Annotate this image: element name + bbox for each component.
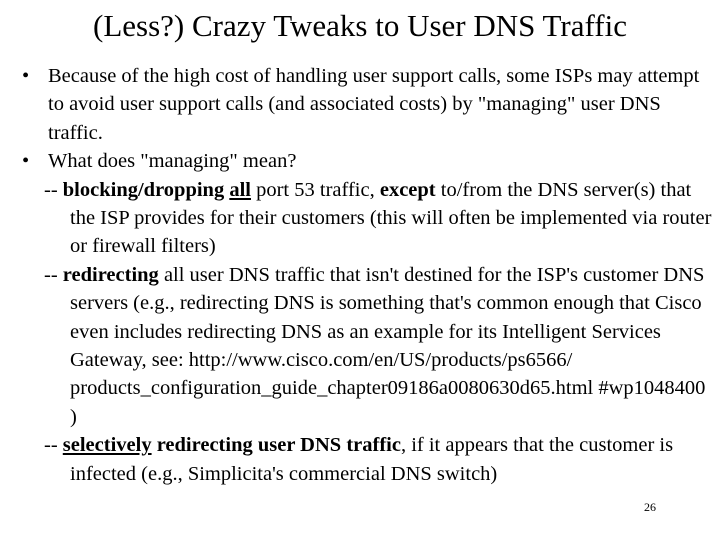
sub-item-prefix: -- (44, 178, 63, 201)
emphasis-text: blocking/dropping (62, 178, 225, 201)
emphasis-text: redirecting user DNS traffic (151, 434, 401, 457)
sub-item-text: , if it appears that the customer is infected (e.g., Simplicita's commercial DNS switch) (70, 434, 674, 485)
emphasis-text: redirecting (62, 263, 159, 286)
sub-item-redirecting (22, 261, 712, 431)
slide-title: (Less?) Crazy Tweaks to User DNS Traffic (93, 8, 627, 43)
slide-body (22, 62, 712, 488)
slide-number: 26 (644, 500, 656, 514)
bullet-item (22, 147, 712, 175)
bullet-text: Because of the high cost of handling user support calls, some ISPs may attempt to avoid user support calls (and associated costs) by "managing" user DNS traffic. (48, 65, 700, 144)
bullet-dot-icon: • (22, 65, 30, 87)
emphasis-text: selectively (62, 434, 152, 457)
sub-item-text: to/from the DNS server(s) that the ISP provides for their customers (this will often be implemented via router or firewall filters) (70, 178, 712, 258)
emphasis-text: all (229, 178, 251, 201)
sub-item-text: all user DNS traffic that isn't destined for the ISP's customer DNS servers (e.g., redirecting DNS is something that's common enough that Cisco even includes redirecting DNS as an example for its Intelligent Services Gateway, see: http://www.cisco.com/en/US/products/ps6566/ products_configuration_guide_chapter09186a0080630d65.html #wp1048400 ) (70, 263, 706, 428)
sub-item-selectively (22, 431, 712, 488)
sub-item-prefix: -- (44, 263, 63, 286)
sub-item-text: port 53 traffic, (250, 178, 380, 201)
bullet-item (22, 62, 712, 147)
bullet-text: What does "managing" mean? (48, 150, 297, 173)
sub-item-blocking (22, 176, 712, 261)
bullet-dot-icon: • (22, 150, 30, 173)
emphasis-text: except (379, 178, 436, 201)
sub-item-prefix: -- (44, 434, 63, 457)
